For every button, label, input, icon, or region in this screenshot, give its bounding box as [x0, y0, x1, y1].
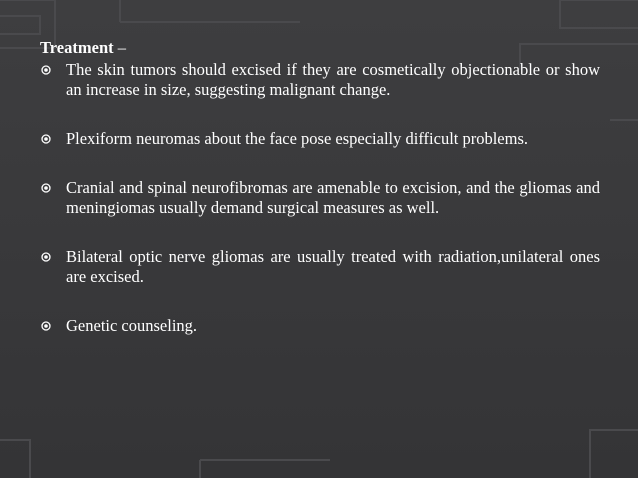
- circle-target-icon: [41, 252, 51, 262]
- bullet-list: [40, 60, 600, 336]
- list-item: [40, 178, 600, 218]
- list-item-text: Cranial and spinal neurofibromas are amenable to excision, and the gliomas and meningiomas usually demand surgical measures as well.: [66, 178, 600, 217]
- heading-title: Treatment: [40, 38, 114, 57]
- circle-target-icon: [41, 183, 51, 193]
- list-item-text: Plexiform neuromas about the face pose especially difficult problems.: [66, 129, 529, 148]
- list-item: [40, 247, 600, 287]
- list-item: [40, 129, 600, 149]
- list-item: [40, 316, 600, 336]
- circle-target-icon: [41, 65, 51, 75]
- slide-content: [40, 38, 600, 365]
- heading-suffix: –: [113, 38, 126, 57]
- list-item-text: Genetic counseling.: [66, 316, 198, 335]
- list-item-text: The skin tumors should excised if they are cosmetically objectionable or show an increase in size, suggesting malignant change.: [66, 60, 600, 99]
- circle-target-icon: [41, 134, 51, 144]
- list-item: [40, 60, 600, 100]
- slide-heading: [40, 38, 600, 58]
- list-item-text: Bilateral optic nerve gliomas are usually treated with radiation,unilateral ones are excised.: [66, 247, 600, 286]
- circle-target-icon: [41, 321, 51, 331]
